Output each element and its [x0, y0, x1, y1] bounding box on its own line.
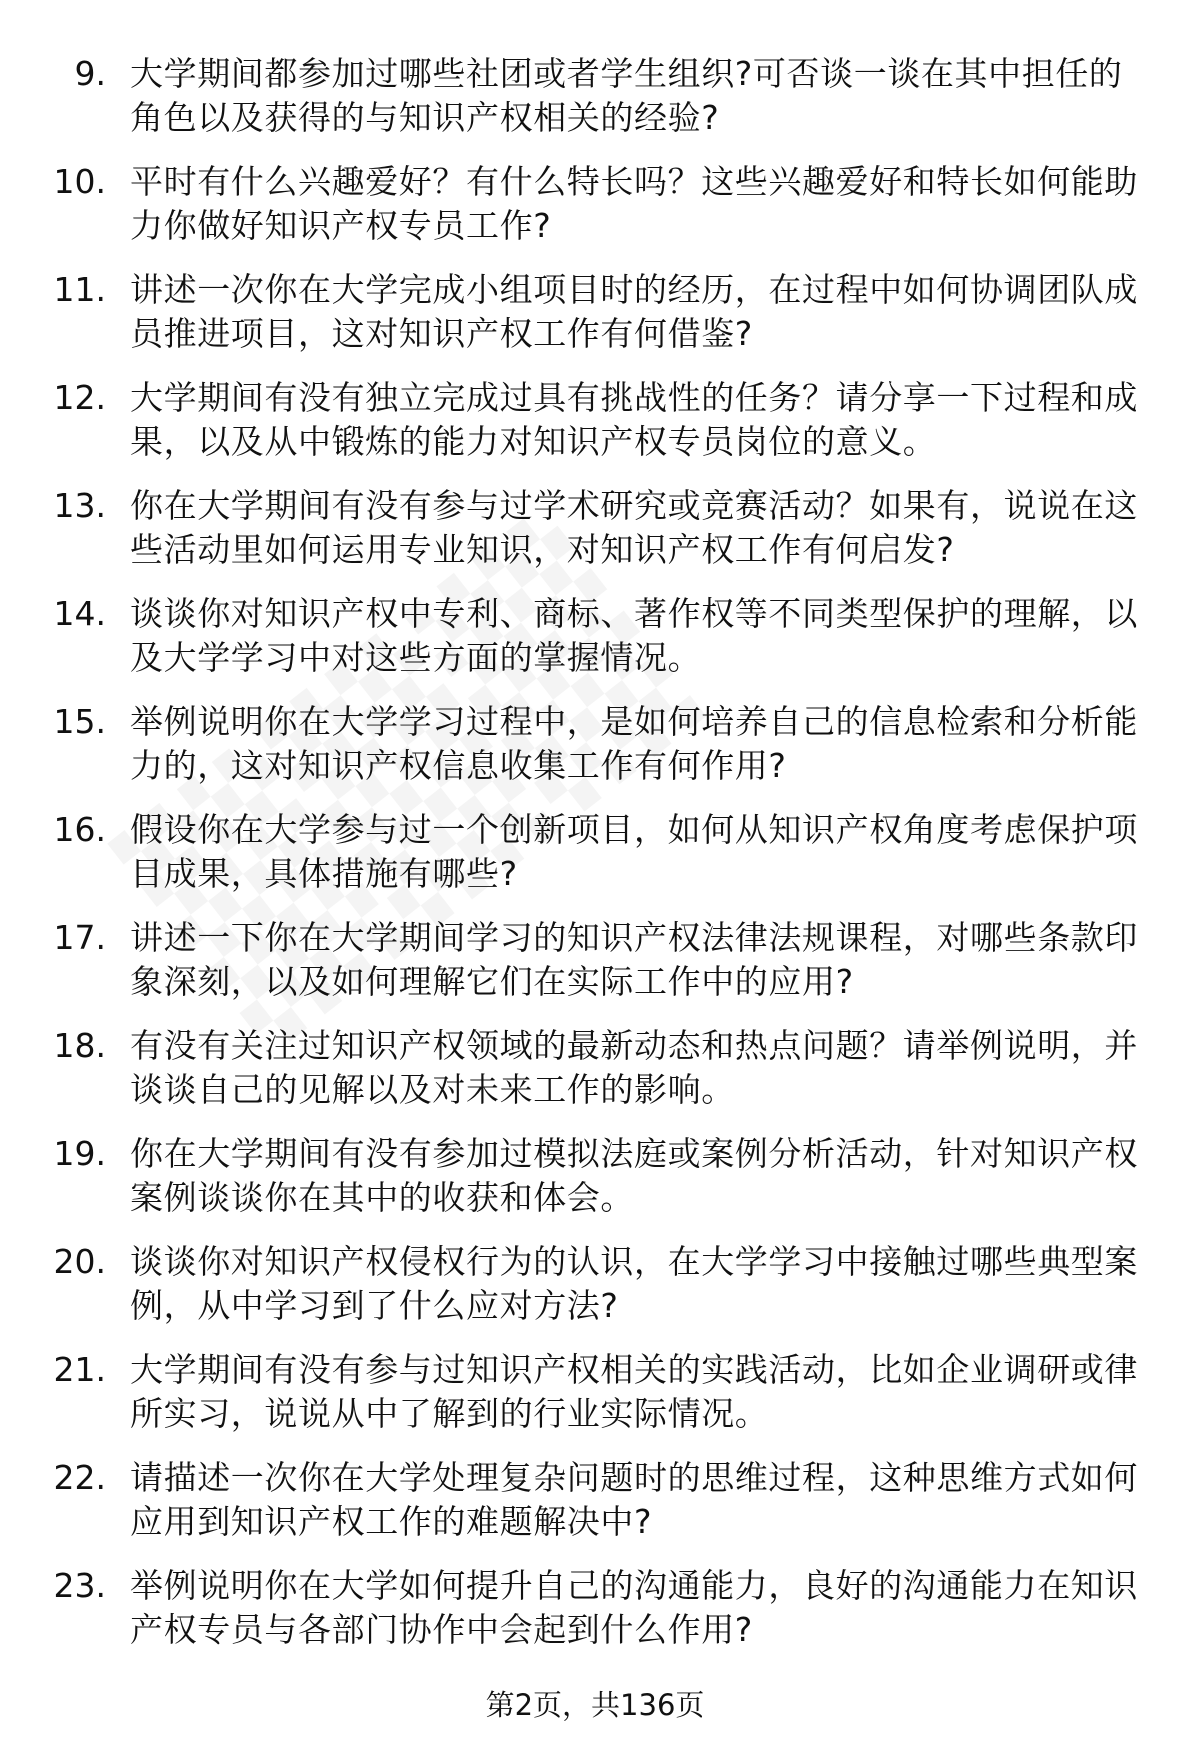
question-item — [0, 1024, 1190, 1132]
question-number: 17. — [53, 918, 106, 957]
question-text: 谈谈你对知识产权侵权行为的认识，在大学学习中接触过哪些典型案例，从中学习到了什么应对方法? — [130, 1242, 1138, 1325]
question-text: 大学期间有没有参与过知识产权相关的实践活动，比如企业调研或律所实习，说说从中了解到的行业实际情况。 — [130, 1350, 1138, 1433]
question-text: 平时有什么兴趣爱好？有什么特长吗？这些兴趣爱好和特长如何能助力你做好知识产权专员工作? — [130, 162, 1138, 245]
question-number: 9. — [74, 54, 106, 93]
question-item — [0, 376, 1190, 484]
question-item — [0, 700, 1190, 808]
question-number: 23. — [53, 1566, 106, 1605]
question-list — [0, 52, 1190, 1672]
question-number: 15. — [53, 702, 106, 741]
question-item — [0, 1132, 1190, 1240]
question-item — [0, 268, 1190, 376]
page-number-footer: 第2页，共136页 — [485, 1688, 705, 1722]
question-item — [0, 592, 1190, 700]
question-number: 22. — [53, 1458, 106, 1497]
question-number: 11. — [53, 270, 106, 309]
question-item — [0, 1348, 1190, 1456]
question-item — [0, 808, 1190, 916]
question-item — [0, 1240, 1190, 1348]
question-number: 13. — [53, 486, 106, 525]
question-text: 你在大学期间有没有参加过模拟法庭或案例分析活动，针对知识产权案例谈谈你在其中的收获和体会。 — [130, 1134, 1138, 1217]
question-number: 19. — [53, 1134, 106, 1173]
question-number: 21. — [53, 1350, 106, 1389]
question-text: 举例说明你在大学如何提升自己的沟通能力，良好的沟通能力在知识产权专员与各部门协作中会起到什么作用? — [130, 1566, 1138, 1649]
question-item — [0, 52, 1190, 160]
question-number: 16. — [53, 810, 106, 849]
question-text: 大学期间都参加过哪些社团或者学生组织?可否谈一谈在其中担任的角色以及获得的与知识产权相关的经验? — [130, 54, 1123, 137]
question-text: 假设你在大学参与过一个创新项目，如何从知识产权角度考虑保护项目成果，具体措施有哪些? — [130, 810, 1138, 893]
question-text: 你在大学期间有没有参与过学术研究或竞赛活动？如果有，说说在这些活动里如何运用专业知识，对知识产权工作有何启发? — [130, 486, 1138, 569]
question-text: 大学期间有没有独立完成过具有挑战性的任务？请分享一下过程和成果，以及从中锻炼的能力对知识产权专员岗位的意义。 — [130, 378, 1138, 461]
question-text: 请描述一次你在大学处理复杂问题时的思维过程，这种思维方式如何应用到知识产权工作的难题解决中? — [130, 1458, 1138, 1541]
question-text: 讲述一下你在大学期间学习的知识产权法律法规课程，对哪些条款印象深刻，以及如何理解它们在实际工作中的应用? — [130, 918, 1138, 1001]
question-text: 讲述一次你在大学完成小组项目时的经历，在过程中如何协调团队成员推进项目，这对知识产权工作有何借鉴? — [130, 270, 1138, 353]
question-text: 有没有关注过知识产权领域的最新动态和热点问题？请举例说明，并谈谈自己的见解以及对未来工作的影响。 — [130, 1026, 1138, 1109]
question-item — [0, 1456, 1190, 1564]
question-number: 18. — [53, 1026, 106, 1065]
question-item — [0, 484, 1190, 592]
question-item — [0, 160, 1190, 268]
question-item — [0, 916, 1190, 1024]
question-number: 20. — [53, 1242, 106, 1281]
question-text: 举例说明你在大学学习过程中，是如何培养自己的信息检索和分析能力的，这对知识产权信息收集工作有何作用? — [130, 702, 1138, 785]
question-number: 14. — [53, 594, 106, 633]
question-number: 10. — [53, 162, 106, 201]
question-item — [0, 1564, 1190, 1672]
question-text: 谈谈你对知识产权中专利、商标、著作权等不同类型保护的理解，以及大学学习中对这些方面的掌握情况。 — [130, 594, 1138, 677]
question-number: 12. — [53, 378, 106, 417]
